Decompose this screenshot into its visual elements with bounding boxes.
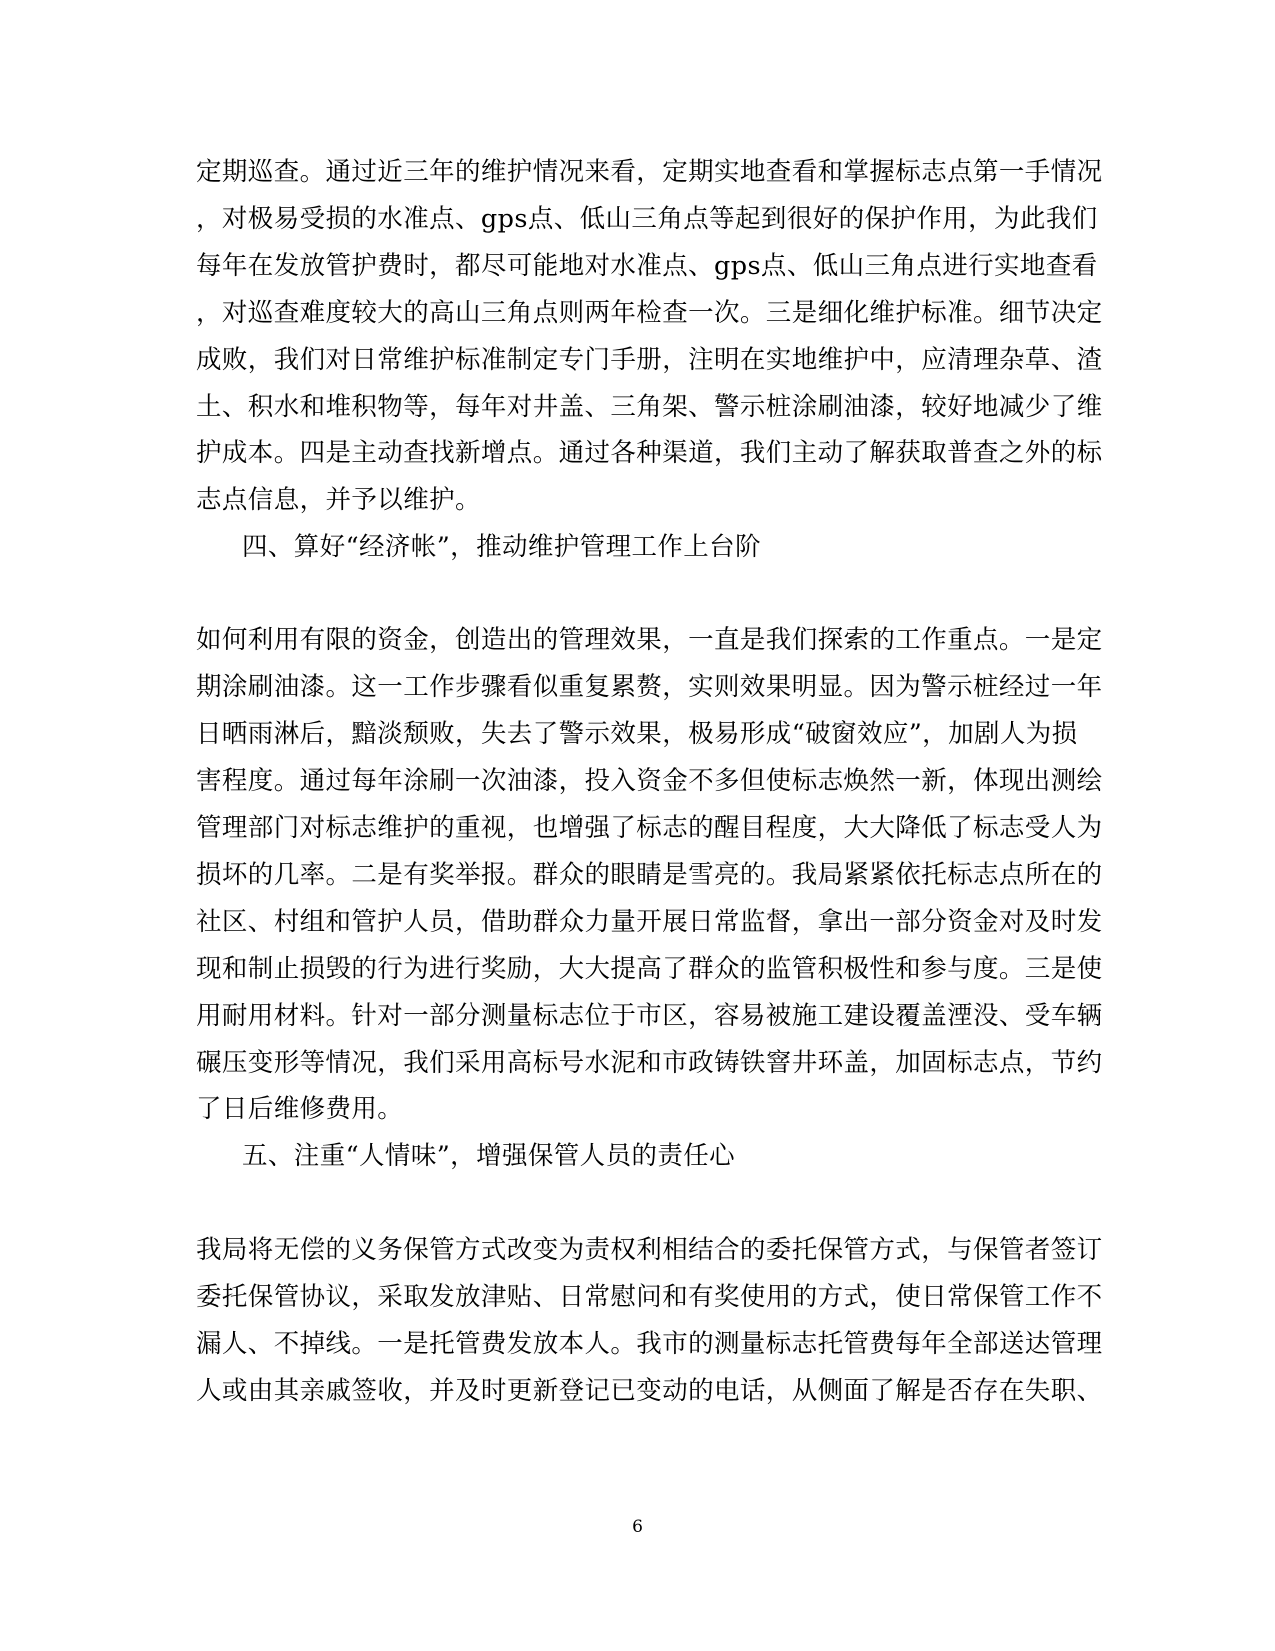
body-text-line: 志点信息，并予以维护。 [196,485,481,515]
body-text-line: 定期巡查。通过近三年的维护情况来看，定期实地查看和掌握标志点第一手情况 [196,157,1103,187]
section-heading: 五、注重“人情味”，增强保管人员的责任心 [242,1141,736,1171]
body-text-line: 漏人、不掉线。一是托管费发放本人。我市的测量标志托管费每年全部送达管理 [196,1329,1103,1359]
body-text-line: 现和制止损毁的行为进行奖励，大大提高了群众的监管积极性和参与度。三是使 [196,954,1103,984]
body-text-line: 委托保管协议，采取发放津贴、日常慰问和有奖使用的方式，使日常保管工作不 [196,1282,1103,1312]
body-text-line: 如何利用有限的资金，创造出的管理效果，一直是我们探索的工作重点。一是定 [196,625,1103,655]
body-text-line: 了日后维修费用。 [196,1094,404,1124]
body-text-line: 社区、村组和管护人员，借助群众力量开展日常监督，拿出一部分资金对及时发 [196,907,1103,937]
page-number: 6 [632,1517,643,1537]
body-text-line: 期涂刷油漆。这一工作步骤看似重复累赘，实则效果明显。因为警示桩经过一年 [196,672,1103,702]
body-text-line: 我局将无偿的义务保管方式改变为责权利相结合的委托保管方式，与保管者签订 [196,1235,1103,1265]
body-text-line: 害程度。通过每年涂刷一次油漆，投入资金不多但使标志焕然一新，体现出测绘 [196,766,1103,796]
body-text-line: 土、积水和堆积物等，每年对井盖、三角架、警示桩涂刷油漆，较好地减少了维 [196,392,1103,422]
body-text-line: 日晒雨淋后，黯淡颓败，失去了警示效果，极易形成“破窗效应”，加剧人为损 [196,719,1078,749]
body-text-line: 管理部门对标志维护的重视，也增强了标志的醒目程度，大大降低了标志受人为 [196,813,1103,843]
body-text-line: 人或由其亲戚签收，并及时更新登记已变动的电话，从侧面了解是否存在失职、 [196,1376,1103,1406]
body-text-line: 用耐用材料。针对一部分测量标志位于市区，容易被施工建设覆盖湮没、受车辆 [196,1001,1103,1031]
body-text-line: ，对巡查难度较大的高山三角点则两年检查一次。三是细化维护标准。细节决定 [196,298,1103,328]
body-text-line: 损坏的几率。二是有奖举报。群众的眼睛是雪亮的。我局紧紧依托标志点所在的 [196,860,1103,890]
body-text-line: 成败，我们对日常维护标准制定专门手册，注明在实地维护中，应清理杂草、渣 [196,345,1103,375]
section-heading: 四、算好“经济帐”，推动维护管理工作上台阶 [242,532,761,562]
body-text-line: 护成本。四是主动查找新增点。通过各种渠道，我们主动了解获取普查之外的标 [196,438,1103,468]
body-text-line: 每年在发放管护费时，都尽可能地对水准点、gps点、低山三角点进行实地查看 [196,251,1098,281]
body-text-line: ，对极易受损的水准点、gps点、低山三角点等起到很好的保护作用，为此我们 [196,204,1098,234]
body-text-line: 碾压变形等情况，我们采用高标号水泥和市政铸铁窨井环盖，加固标志点，节约 [196,1048,1103,1078]
